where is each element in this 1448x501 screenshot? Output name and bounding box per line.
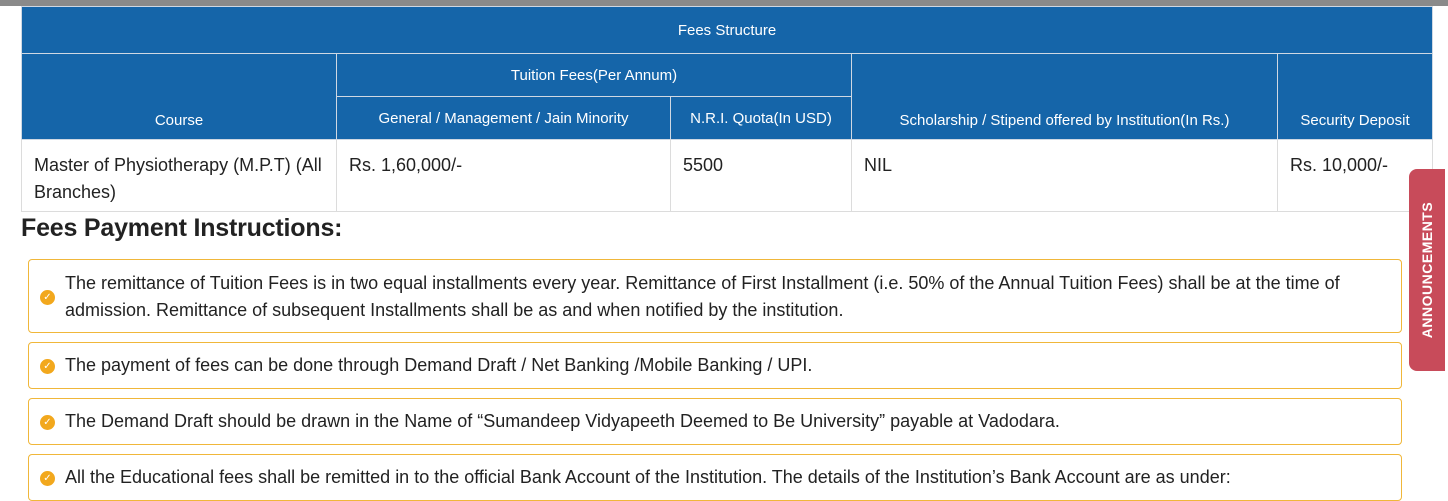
list-item xyxy=(28,342,1402,389)
cell-general: Rs. 1,60,000/- xyxy=(337,140,671,212)
check-circle-icon: ✓ xyxy=(40,471,55,486)
header-course: Course xyxy=(22,54,337,140)
announcements-label: ANNOUNCEMENTS xyxy=(1419,201,1435,339)
list-item xyxy=(28,259,1402,333)
table-row xyxy=(22,140,1433,212)
header-general: General / Management / Jain Minority xyxy=(337,97,671,140)
list-item xyxy=(28,454,1402,501)
list-item xyxy=(28,398,1402,445)
announcements-tab[interactable] xyxy=(1409,169,1445,371)
cell-security-deposit: Rs. 10,000/- xyxy=(1278,140,1433,212)
cell-course: Master of Physiotherapy (M.P.T) (All Branches) xyxy=(22,140,337,212)
table-title: Fees Structure xyxy=(22,7,1433,54)
instruction-text: The remittance of Tuition Fees is in two equal installments every year. Remittance of First Installment (i.e. 50% of the Annual Tuition Fees) shall be at the time of admission. Remittance of subsequent Installments shall be as and when notified by the institution. xyxy=(65,273,1340,320)
cell-scholarship: NIL xyxy=(852,140,1278,212)
instructions-heading: Fees Payment Instructions: xyxy=(21,214,343,242)
header-tuition-group: Tuition Fees(Per Annum) xyxy=(337,54,852,97)
check-circle-icon: ✓ xyxy=(40,415,55,430)
check-circle-icon: ✓ xyxy=(40,290,55,305)
header-security-deposit: Security Deposit xyxy=(1278,54,1433,140)
instruction-text: The Demand Draft should be drawn in the Name of “Sumandeep Vidyapeeth Deemed to Be University” payable at Vadodara. xyxy=(65,411,1060,431)
cell-nri: 5500 xyxy=(671,140,852,212)
fees-structure-table xyxy=(21,6,1433,212)
header-nri: N.R.I. Quota(In USD) xyxy=(671,97,852,140)
header-scholarship: Scholarship / Stipend offered by Institution(In Rs.) xyxy=(852,54,1278,140)
check-circle-icon: ✓ xyxy=(40,359,55,374)
instruction-text: All the Educational fees shall be remitted in to the official Bank Account of the Institution. The details of the Institution’s Bank Account are as under: xyxy=(65,467,1231,487)
instruction-text: The payment of fees can be done through Demand Draft / Net Banking /Mobile Banking / UPI. xyxy=(65,355,813,375)
